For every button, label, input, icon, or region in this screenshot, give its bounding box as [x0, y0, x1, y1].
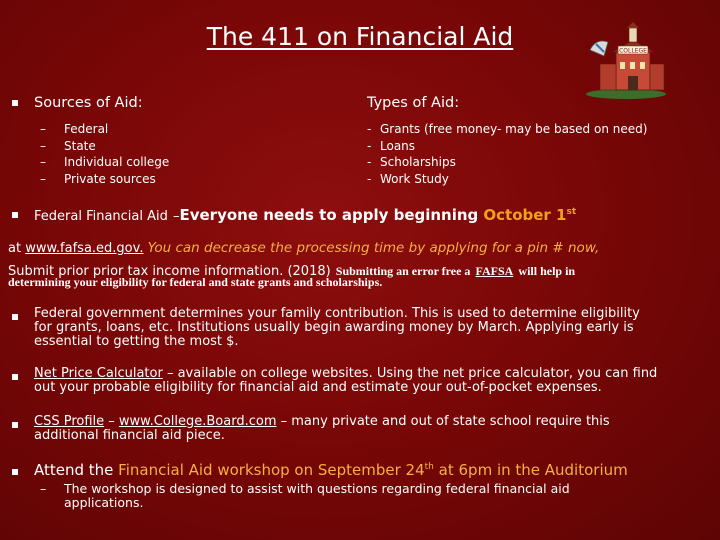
list-item: - Grants (free money- may be based on need): [367, 122, 648, 136]
net-price-link[interactable]: Net Price Calculator: [34, 366, 163, 381]
list-item: – Private sources: [40, 171, 156, 186]
apply-text: Everyone needs to apply beginning: [179, 206, 479, 224]
square-bullet-icon: [12, 469, 18, 475]
list-item: - Loans: [367, 138, 416, 153]
square-bullet-icon: [12, 422, 18, 428]
clipart-sign: COLLEGE: [619, 47, 647, 55]
sources-heading: Sources of Aid:: [34, 95, 143, 111]
list-item: – Individual college: [40, 155, 170, 169]
net-price-text: Net Price Calculator – available on college websites. Using the net price calculator, you can find out your probable eligibility for financial aid and estimate your out-of-pocket expenses.: [34, 366, 658, 395]
square-bullet-icon: [12, 212, 18, 218]
list-item: - Work Study: [367, 171, 449, 186]
css-profile-text: CSS Profile – www.College.Board.com – many private and out of state school require this additional financial aid piece.: [34, 414, 610, 443]
types-heading: Types of Aid:: [367, 95, 460, 111]
list-item: – Federal: [40, 122, 109, 136]
workshop-line: Attend the Financial Aid workshop on September 24th at 6pm in the Auditorium: [34, 461, 628, 479]
list-item: – State: [40, 138, 96, 153]
list-item: - Scholarships: [367, 155, 456, 169]
page-title: The 411 on Financial Aid: [206, 22, 514, 51]
square-bullet-icon: [12, 100, 18, 106]
family-contribution-text: Federal government determines your family contribution. This is used to determine eligibility for grants, loans, etc. Institutions usually begin awarding money by March. Applying early is essential to getting the most $.: [34, 306, 640, 349]
workshop-sub: – The workshop is designed to assist with questions regarding federal financial aid applications.: [40, 481, 570, 510]
fafsa-url-line: at www.fafsa.ed.gov. You can decrease the processing time by applying for a pin # now,: [8, 240, 600, 256]
square-bullet-icon: [12, 314, 18, 320]
federal-line: Federal Financial Aid –Everyone needs to apply beginning October 1st: [34, 206, 577, 224]
pin-note: You can decrease the processing time by applying for a pin # now,: [147, 240, 600, 256]
date-highlight: October 1st: [483, 206, 577, 224]
square-bullet-icon: [12, 374, 18, 380]
eligibility-line: determining your eligibility for federal and state grants and scholarships.: [8, 275, 383, 289]
sources-list: [40, 121, 169, 187]
types-list: [367, 121, 647, 187]
workshop-highlight: Financial Aid workshop on September 24th at 6pm in the Auditorium: [118, 461, 628, 479]
prior-tax-line: Submit prior prior tax income information. (2018) Submitting an error free a FAFSA will help in: [8, 264, 576, 279]
css-profile-link[interactable]: CSS Profile: [34, 414, 105, 429]
fafsa-acronym-link[interactable]: FAFSA: [475, 264, 514, 278]
college-clipart-icon: [582, 22, 670, 100]
fafsa-link[interactable]: www.fafsa.ed.gov.: [25, 241, 144, 256]
college-board-link[interactable]: www.College.Board.com: [118, 414, 277, 429]
federal-label: Federal Financial Aid: [34, 209, 168, 224]
prior-tax-text: Submit prior prior tax income information. (2018): [8, 264, 331, 279]
